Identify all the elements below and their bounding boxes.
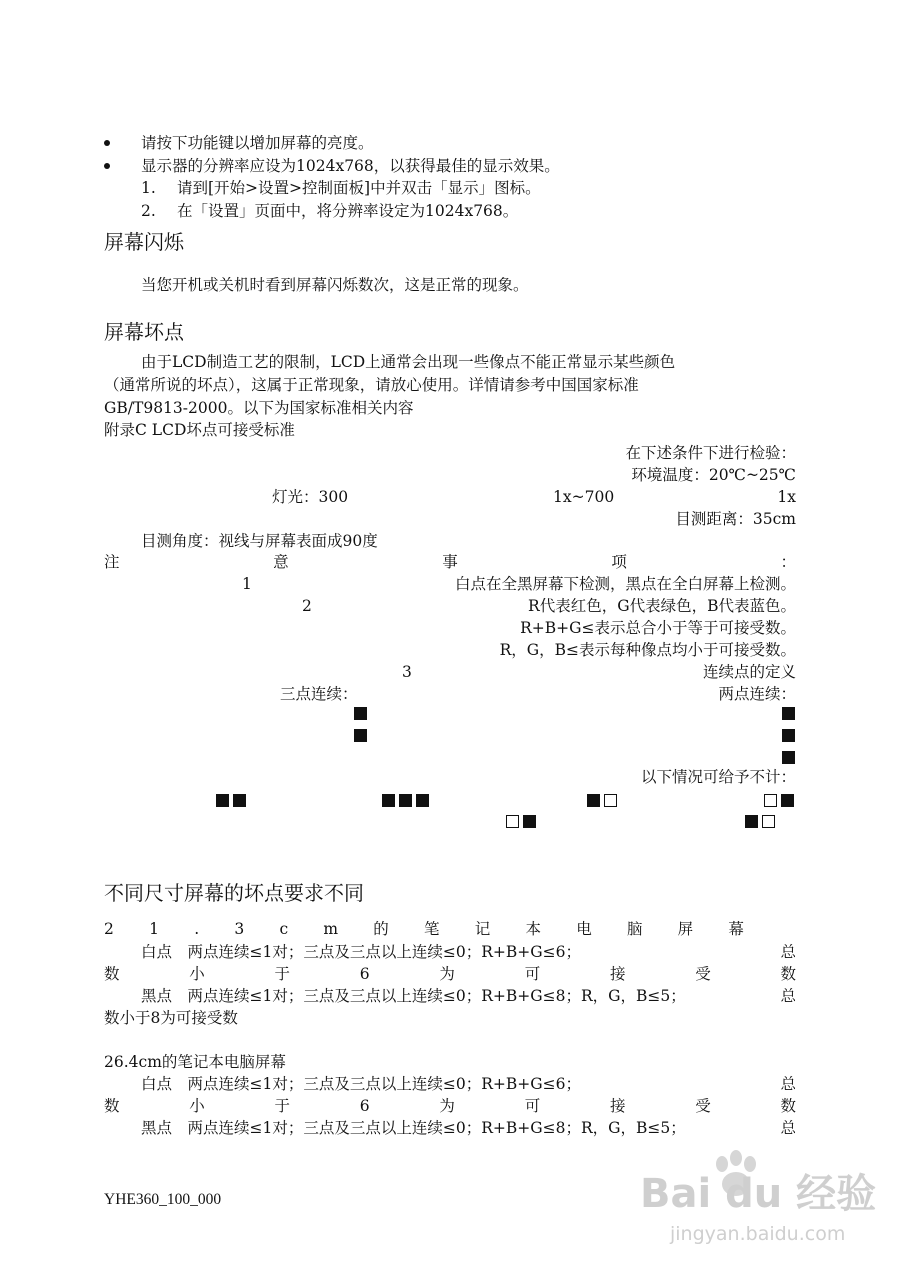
- note-number: 1: [242, 575, 252, 593]
- title-char: 电: [576, 920, 592, 938]
- pixel-pair: [587, 790, 621, 806]
- acceptance-char: 6: [359, 1097, 370, 1115]
- acceptance-char: 数: [104, 965, 120, 983]
- pixel-pair: [764, 790, 798, 806]
- step-number: 2.: [141, 202, 156, 220]
- section-heading-dead-pixels: 屏幕坏点: [104, 320, 184, 344]
- title-char: 记: [474, 920, 491, 938]
- bullet-dot: [104, 140, 110, 146]
- acceptance-char: 为: [439, 965, 455, 983]
- step-text: 请到[开始>设置>控制面板]中并双击「显示」图标。: [177, 179, 541, 197]
- title-char: 本: [525, 920, 541, 938]
- total-label: 总: [780, 1119, 796, 1137]
- acceptance-line: [104, 964, 796, 984]
- paragraph-line: 由于LCD制造工艺的限制，LCD上通常会出现一些像点不能正常显示某些颜色: [141, 353, 676, 371]
- notes-title: [104, 552, 796, 572]
- total-label: 总: [780, 987, 796, 1005]
- pixel-pair: [745, 811, 779, 827]
- screen-size-title: 26.4cm的笔记本电脑屏幕: [104, 1053, 286, 1071]
- screen-size-title: [104, 919, 744, 939]
- step-number: 1.: [141, 179, 156, 197]
- black-pixel-rule: 黑点 两点连续≤1对；三点及三点以上连续≤0；R+B+G≤8；R，G，B≤5；: [141, 1119, 686, 1137]
- acceptance-char: 接: [609, 965, 626, 983]
- acceptance-char: 为: [439, 1097, 455, 1115]
- note-text: R，G，B≤表示每种像点均小于可接受数。: [499, 641, 796, 659]
- pixel-square: [782, 747, 799, 763]
- acceptance-char: 可: [524, 1097, 541, 1115]
- acceptance-line: [104, 1096, 796, 1116]
- title-char: .: [194, 920, 200, 938]
- bullet-text: 显示器的分辨率应设为1024x768，以获得最佳的显示效果。: [141, 157, 560, 175]
- note-text: R+B+G≤表示总合小于等于可接受数。: [520, 619, 796, 637]
- paragraph-line: （通常所说的坏点），这属于正常现象，请放心使用。详情请参考中国国家标准: [104, 376, 639, 394]
- section-heading-sizes: 不同尺寸屏幕的坏点要求不同: [104, 881, 364, 905]
- light-label: 灯光：300: [272, 488, 349, 506]
- baidu-watermark: [640, 1150, 880, 1260]
- ignore-label: 以下情况可给予不计：: [640, 768, 796, 786]
- title-char: 笔: [424, 920, 440, 938]
- light-unit: 1x: [777, 488, 796, 506]
- title-char: 屏: [677, 920, 694, 938]
- acceptance-line: 数小于8为可接受数: [104, 1009, 238, 1027]
- acceptance-char: 于: [274, 1097, 291, 1115]
- total-label: 总: [780, 943, 796, 961]
- acceptance-char: 小: [189, 965, 205, 983]
- notes-char: 项: [611, 553, 627, 571]
- total-label: 总: [780, 1075, 796, 1093]
- title-char: 1: [149, 920, 159, 938]
- acceptance-char: 接: [609, 1097, 626, 1115]
- title-char: m: [323, 920, 339, 938]
- notes-char: 事: [442, 553, 458, 571]
- temperature-line: 环境温度：20℃~25℃: [631, 466, 796, 484]
- notes-char: 意: [273, 553, 289, 571]
- appendix-title: 附录C LCD坏点可接受标准: [104, 421, 295, 439]
- pixel-square: [354, 725, 371, 741]
- three-consecutive-label: 三点连续：: [280, 685, 358, 703]
- section-heading-flicker: 屏幕闪烁: [104, 230, 184, 254]
- pixel-square: [354, 703, 371, 719]
- title-char: 3: [234, 920, 245, 938]
- acceptance-char: 数: [104, 1097, 120, 1115]
- notes-char: ：: [780, 553, 796, 571]
- white-pixel-rule: 白点 两点连续≤1对；三点及三点以上连续≤0；R+B+G≤6；: [141, 943, 581, 961]
- light-range: 1x~700: [553, 488, 615, 506]
- distance-line: 目测距离：35cm: [675, 510, 796, 528]
- acceptance-char: 于: [274, 965, 291, 983]
- title-char: c: [279, 920, 289, 938]
- note-text: R代表红色，G代表绿色，B代表蓝色。: [528, 597, 796, 615]
- pixel-triple: [382, 790, 433, 806]
- pixel-pair: [506, 811, 540, 827]
- conditions-title: 在下述条件下进行检验：: [625, 444, 796, 462]
- acceptance-char: 受: [695, 1097, 711, 1115]
- title-char: 幕: [728, 920, 744, 938]
- bullet-dot: [104, 163, 110, 169]
- watermark-url: jingyan.baidu.com: [670, 1223, 846, 1245]
- acceptance-char: 可: [524, 965, 541, 983]
- bullet-text: 请按下功能键以增加屏幕的亮度。: [141, 134, 374, 152]
- note-number: 2: [302, 597, 312, 615]
- acceptance-char: 数: [780, 1097, 796, 1115]
- pixel-square: [782, 725, 799, 741]
- title-char: 脑: [626, 920, 643, 938]
- watermark-logo: Bai du 经验: [640, 1171, 877, 1217]
- paragraph-line: GB/T9813-2000。以下为国家标准相关内容: [104, 399, 414, 417]
- notes-char: 注: [104, 553, 120, 571]
- pixel-square: [782, 703, 799, 719]
- step-text: 在「设置」页面中，将分辨率设定为1024x768。: [177, 202, 519, 220]
- acceptance-char: 受: [695, 965, 711, 983]
- white-pixel-rule: 白点 两点连续≤1对；三点及三点以上连续≤0；R+B+G≤6；: [141, 1075, 581, 1093]
- title-char: 2: [104, 920, 114, 938]
- title-char: 的: [373, 920, 389, 938]
- angle-line: 目测角度：视线与屏幕表面成90度: [141, 532, 378, 550]
- document-footer-code: YHE360_100_000: [104, 1191, 222, 1208]
- acceptance-char: 小: [189, 1097, 205, 1115]
- pixel-pair: [216, 790, 250, 806]
- note-text: 白点在全黑屏幕下检测，黑点在全白屏幕上检测。: [454, 575, 796, 593]
- flicker-text: 当您开机或关机时看到屏幕闪烁数次，这是正常的现象。: [141, 276, 529, 294]
- acceptance-char: 数: [780, 965, 796, 983]
- note-number: 3: [402, 663, 412, 681]
- two-consecutive-label: 两点连续：: [718, 685, 796, 703]
- note-text: 连续点的定义: [702, 663, 796, 681]
- black-pixel-rule: 黑点 两点连续≤1对；三点及三点以上连续≤0；R+B+G≤8；R，G，B≤5；: [141, 987, 686, 1005]
- acceptance-char: 6: [359, 965, 370, 983]
